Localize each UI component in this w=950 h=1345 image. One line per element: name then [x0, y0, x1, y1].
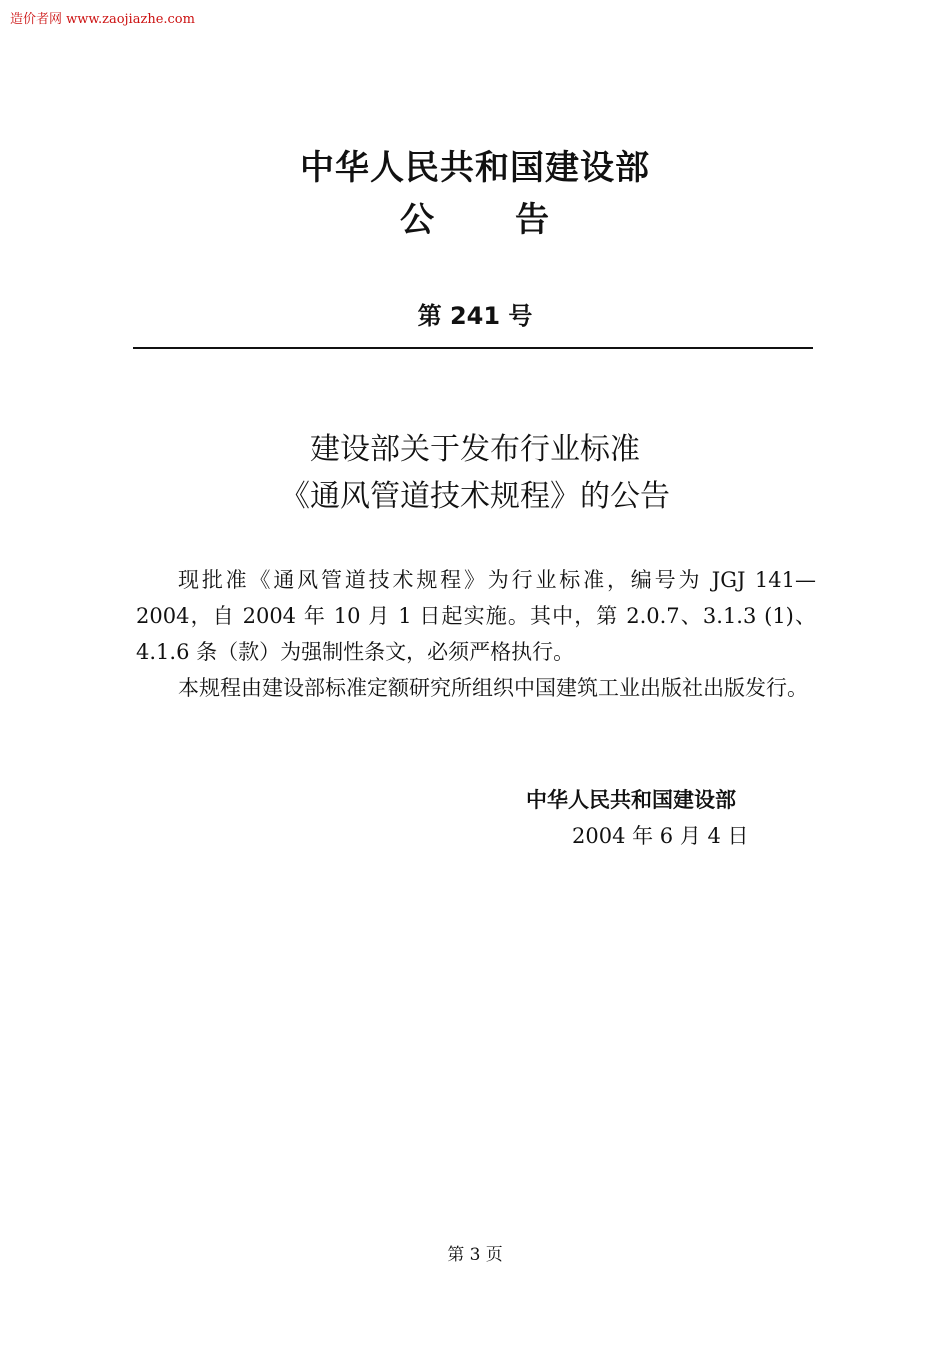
header-divider [133, 347, 813, 349]
issuing-org-title: 中华人民共和国建设部 [300, 148, 650, 188]
body-paragraph-1: 现批准《通风管道技术规程》为行业标准，编号为 JGJ 141—2004，自 2004 年 10 月 1 日起实施。其中，第 2.0.7、3.1.3 (1)、4.1.6 条（款）为强制性条文，必须严格执行。 [136, 568, 816, 664]
notice-title-char-2: 告 [515, 200, 550, 240]
heading-line-2: 《通风管道技术规程》的公告 [280, 479, 670, 514]
site-watermark: 造价者网 www.zaojiazhe.com [10, 12, 195, 27]
body-paragraph-2: 本规程由建设部标准定额研究所组织中国建筑工业出版社出版发行。 [178, 676, 808, 700]
page-number: 第 3 页 [447, 1245, 503, 1265]
heading-line-1: 建设部关于发布行业标准 [310, 432, 640, 467]
signature-date: 2004 年 6 月 4 日 [572, 824, 749, 848]
notice-body [136, 562, 816, 706]
notice-number: 第 241 号 [417, 302, 533, 330]
signature-org: 中华人民共和国建设部 [526, 788, 736, 812]
notice-title-char-1: 公 [400, 200, 435, 240]
notice-title [0, 192, 950, 241]
